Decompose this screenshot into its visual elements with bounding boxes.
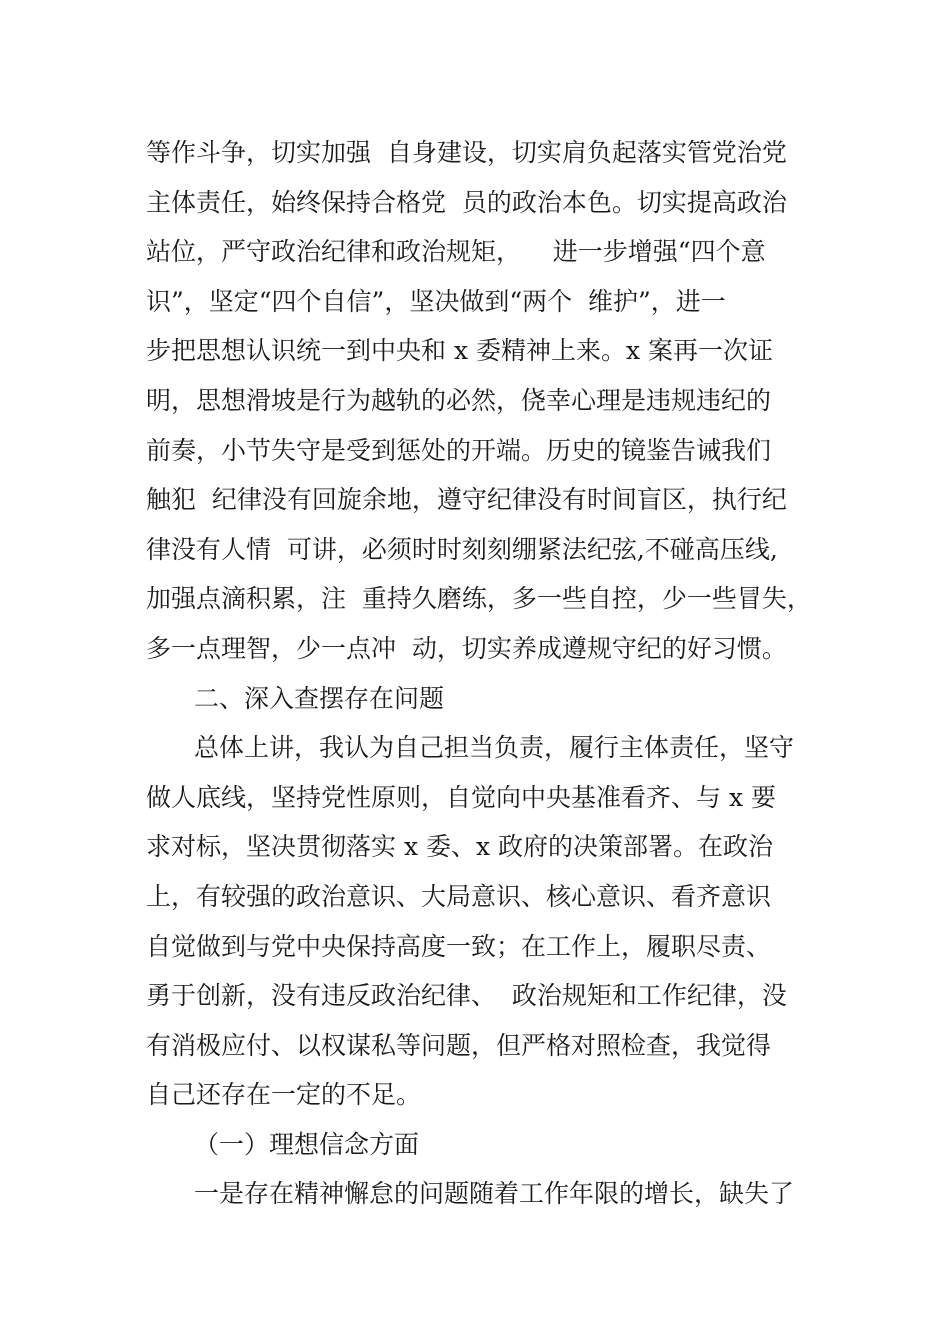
- document-body: [146, 128, 816, 1219]
- text-line: 明，思想滑坡是行为越轨的必然，侥幸心理是违规违纪的: [146, 385, 772, 415]
- paragraph-first-line: 总体上讲，我认为自己担当负责，履行主体责任，坚守: [194, 733, 795, 763]
- paragraph-first-line: 一是存在精神懈怠的问题随着工作年限的增长，缺失了: [194, 1179, 795, 1209]
- text-line: 自己还存在一定的不足。: [146, 1080, 422, 1110]
- text-line: 求对标，坚决贯彻落实 x 委、x 政府的决策部署。在政治: [146, 832, 774, 862]
- text-line: 勇于创新，没有违反政治纪律、 政治规矩和工作纪律，没: [146, 981, 787, 1011]
- text-line: 多一点理智，少一点冲 动，切实养成遵规守纪的好习惯。: [146, 633, 787, 663]
- text-line: 站位，严守政治纪律和政治规矩， 进一步增强“四个意: [146, 237, 766, 267]
- text-line: 有消极应付、以权谋私等问题，但严格对照检查，我觉得: [146, 1030, 772, 1060]
- text-line: 加强点滴积累，注 重持久磨练，多一些自控，少一些冒失，: [146, 584, 812, 614]
- text-line: 前奏，小节失守是受到惩处的开端。历史的镜鉴告诫我们: [146, 435, 772, 465]
- text-line: 上，有较强的政治意识、大局意识、核心意识、看齐意识: [146, 881, 772, 911]
- text-line: 律没有人情 可讲，必须时时刻刻绷紧法纪弦,不碰高压线,: [146, 534, 778, 564]
- text-line: 触犯 纪律没有回旋余地，遵守纪律没有时间盲区，执行纪: [146, 485, 787, 515]
- section-heading: 二、深入查摆存在问题: [194, 683, 445, 713]
- text-line: 步把思想认识统一到中央和 x 委精神上来。x 案再一次证: [146, 336, 774, 366]
- text-line: 自觉做到与党中央保持高度一致；在工作上，履职尽责、: [146, 931, 772, 961]
- text-line: 主体责任，始终保持合格党 员的政治本色。切实提高政治: [146, 187, 787, 217]
- subsection-heading: （一）理想信念方面: [194, 1129, 420, 1159]
- text-line: 做人底线，坚持党性原则，自觉向中央基准看齐、与 x 要: [146, 782, 776, 812]
- text-line: 等作斗争，切实加强 自身建设，切实肩负起落实管党治党: [146, 138, 787, 167]
- text-line: 识”，坚定“四个自信”，坚决做到“两个 维护”，进一: [146, 286, 726, 316]
